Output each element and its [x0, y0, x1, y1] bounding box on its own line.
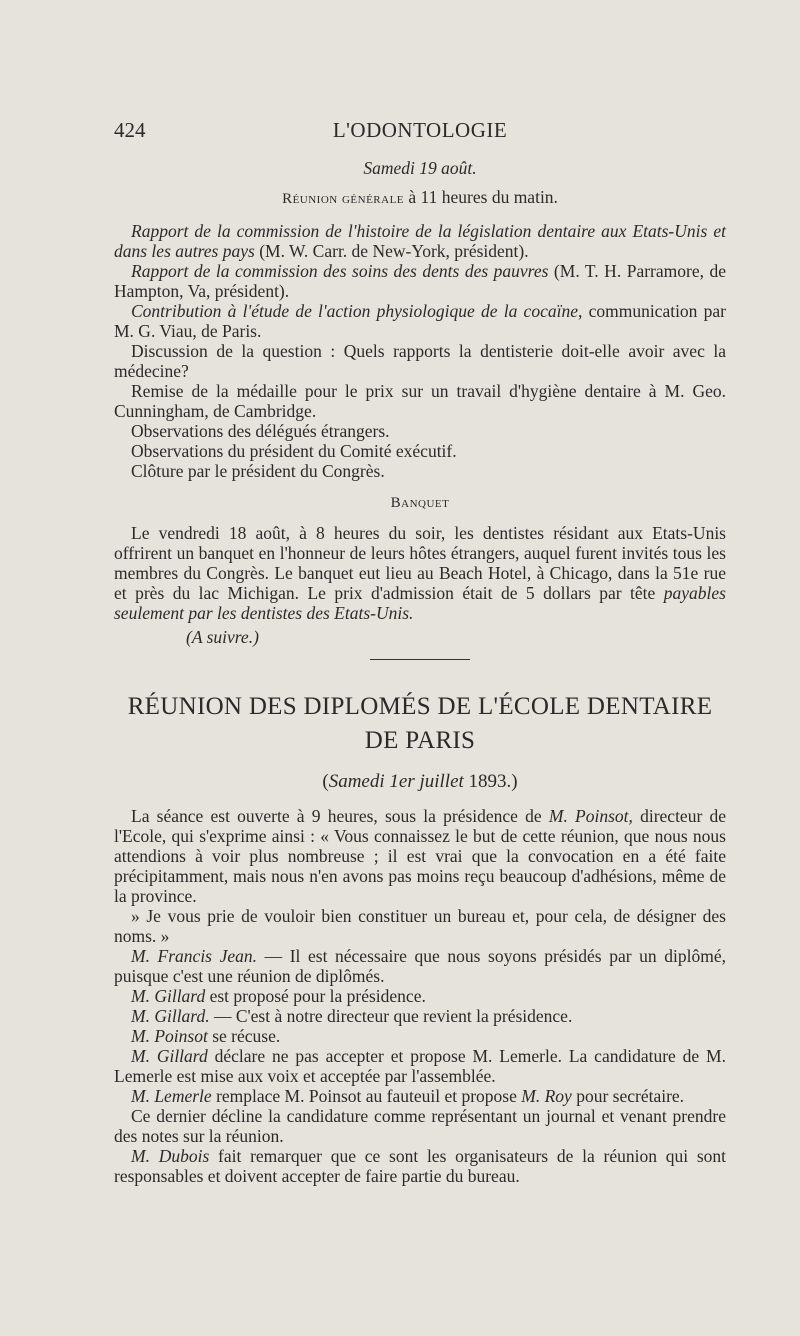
- minutes-paragraph-9: Ce dernier décline la candidature comme représentant un journal et venant prendre des notes sur la réunion.: [114, 1106, 726, 1146]
- to-follow-note: (A suivre.): [186, 627, 259, 647]
- banquet-heading: Banquet: [390, 495, 450, 511]
- meeting-line: Réunion générale à 11 heures du matin.: [282, 187, 558, 207]
- page-header: [114, 118, 726, 142]
- minutes-paragraph-7: M. Gillard déclare ne pas accepter et propose M. Lemerle. La candidature de M. Lemerle est mise aux voix et acceptée par l'assemblée.: [114, 1046, 726, 1086]
- article-date: (Samedi 1er juillet 1893.): [322, 771, 518, 792]
- program-item-3: Contribution à l'étude de l'action physiologique de la cocaïne, communication par M. G. Viau, de Paris.: [114, 301, 726, 341]
- minutes-paragraph-8: M. Lemerle remplace M. Poinsot au fauteuil et propose M. Roy pour secrétaire.: [131, 1086, 685, 1106]
- program-item-8: Clôture par le président du Congrès.: [131, 461, 385, 481]
- running-title: L'ODONTOLOGIE: [332, 118, 508, 142]
- program-item-1: Rapport de la commission de l'histoire de la législation dentaire aux Etats-Unis et dans les autres pays (M. W. Carr. de New-York, président).: [114, 221, 726, 261]
- minutes-paragraph-4: M. Gillard est proposé pour la présidence.: [131, 986, 426, 1006]
- program-item-6: Observations des délégués étrangers.: [131, 421, 390, 441]
- section-rule: [370, 659, 470, 660]
- minutes-paragraph-1: La séance est ouverte à 9 heures, sous la présidence de M. Poinsot, directeur de l'Ecole, qui s'exprime ainsi : « Vous connaissez le but de cette réunion, que nous nous attendions à voir plus nombreuse ; il est vrai que la convocation en a été faite précipitamment, mais nous n'en avons pas moins reçu beaucoup d'adhésions, même de la province.: [114, 806, 726, 906]
- page-number: 424: [114, 118, 146, 142]
- minutes-paragraph-2: » Je vous prie de vouloir bien constituer un bureau et, pour cela, de désigner des noms. »: [114, 906, 726, 946]
- program-item-5: Remise de la médaille pour le prix sur un travail d'hygiène dentaire à M. Geo. Cunningham, de Cambridge.: [114, 381, 726, 421]
- article-title-line-1: RÉUNION DES DIPLOMÉS DE L'ÉCOLE DENTAIRE: [127, 693, 713, 720]
- article-title: [114, 690, 726, 758]
- minutes-paragraph-6: M. Poinsot se récuse.: [131, 1026, 281, 1046]
- day-heading: Samedi 19 août.: [363, 158, 477, 178]
- page-body: [114, 150, 726, 1186]
- program-item-4: Discussion de la question : Quels rapports la dentisterie doit-elle avoir avec la médecine?: [114, 341, 726, 381]
- article-title-line-2: DE PARIS: [364, 727, 476, 754]
- program-item-7: Observations du président du Comité exécutif.: [131, 441, 457, 461]
- minutes-paragraph-5: M. Gillard. — C'est à notre directeur que revient la présidence.: [131, 1006, 573, 1026]
- program-item-2: Rapport de la commission des soins des dents des pauvres (M. T. H. Parramore, de Hampton, Va, président).: [114, 261, 726, 301]
- minutes-paragraph-10: M. Dubois fait remarquer que ce sont les organisateurs de la réunion qui sont responsables et doivent accepter de faire partie du bureau.: [114, 1146, 726, 1186]
- banquet-paragraph: Le vendredi 18 août, à 8 heures du soir, les dentistes résidant aux Etats-Unis offrirent un banquet en l'honneur de leurs hôtes étrangers, auquel furent invités tous les membres du Congrès. Le banquet eut lieu au Beach Hotel, à Chicago, dans la 51e rue et près du lac Michigan. Le prix d'admission était de 5 dollars par tête payables seulement par les dentistes des Etats-Unis.: [114, 523, 726, 623]
- minutes-paragraph-3: M. Francis Jean. — Il est nécessaire que nous soyons présidés par un diplômé, puisque c'est une réunion de diplômés.: [114, 946, 726, 986]
